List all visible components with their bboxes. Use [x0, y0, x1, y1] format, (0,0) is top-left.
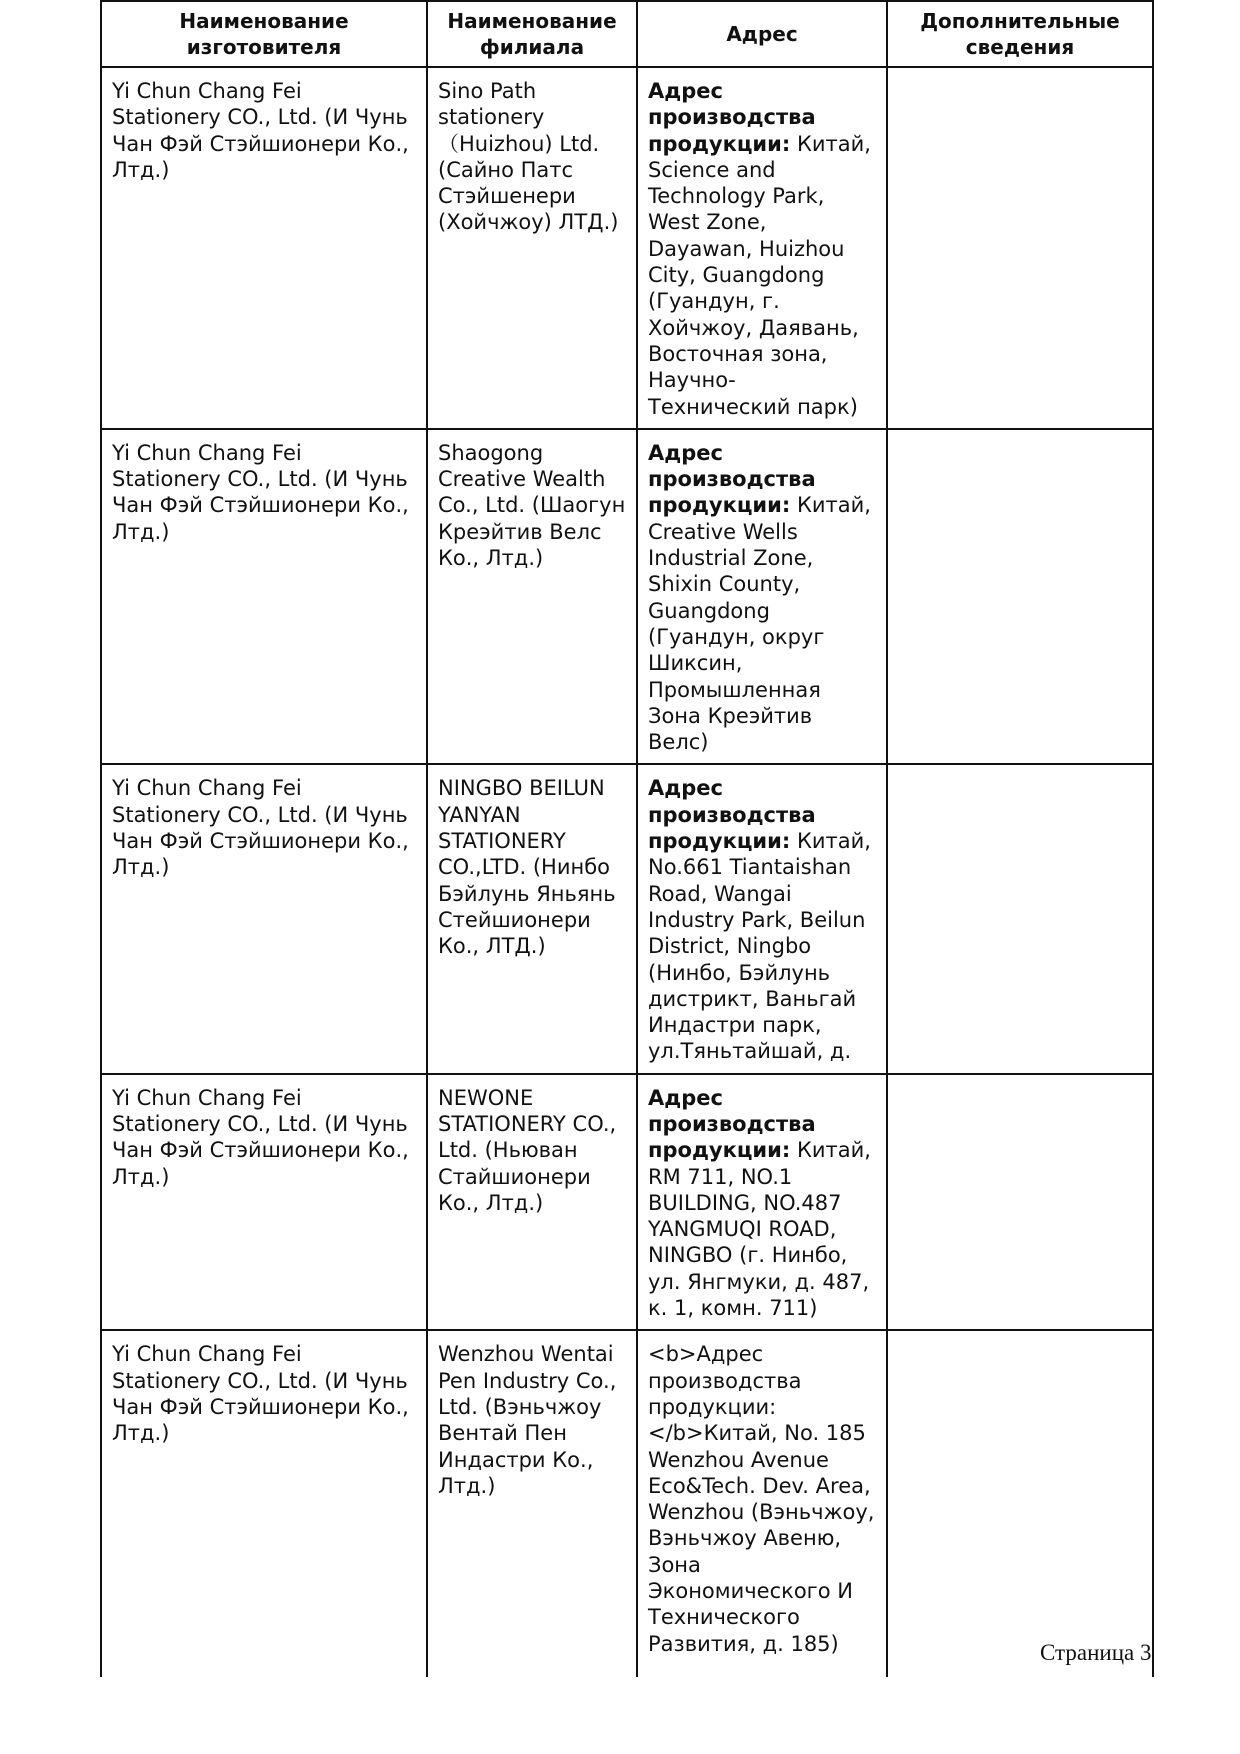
table-row — [101, 764, 1153, 1073]
address-label: Адрес производства продукции: — [648, 79, 816, 156]
address-text: <b>Адрес производства продукции: </b>Китай, No. 185 Wenzhou Avenue Eco&Tech. Dev. Area, Wenzhou (Вэньчжоу, Вэньчжоу Авеню, Зона Экономического И Технического Развития, д. 185) — [648, 1342, 875, 1656]
extra-cell — [887, 429, 1153, 765]
manufacturer-cell: Yi Chun Chang Fei Stationery CO., Ltd. (И Чунь Чан Фэй Стэйшионери Ко., Лтд.) — [101, 764, 427, 1073]
branch-cell: Shaogong Creative Wealth Co., Ltd. (Шаогун Креэйтив Велс Ко., Лтд.) — [427, 429, 637, 765]
extra-cell — [887, 1074, 1153, 1331]
manufacturer-cell: Yi Chun Chang Fei Stationery CO., Ltd. (И Чунь Чан Фэй Стэйшионери Ко., Лтд.) — [101, 429, 427, 765]
address-text: Китай, No.661 Tiantaishan Road, Wangai Industry Park, Beilun District, Ningbo (Нинбо, Бэйлунь дистрикт, Ваньгай Индастри парк, ул.Тяньтайшай, д. — [648, 829, 871, 1064]
address-text: Китай, Creative Wells Industrial Zone, Shixin County, Guangdong (Гуандун, округ Шиксин, Промышленная Зона Креэйтив Велс) — [648, 493, 871, 755]
table-row — [101, 1330, 1153, 1677]
extra-cell — [887, 67, 1153, 429]
header-branch: Наименование филиала — [427, 1, 637, 67]
address-cell — [637, 1074, 887, 1331]
extra-cell — [887, 764, 1153, 1073]
address-text: Китай, Science and Technology Park, West Zone, Dayawan, Huizhou City, Guangdong (Гуандун, г. Хойчжоу, Даявань, Восточная зона, Научно-Технический парк) — [648, 131, 871, 419]
manufacturer-cell: Yi Chun Chang Fei Stationery CO., Ltd. (И Чунь Чан Фэй Стэйшионери Ко., Лтд.) — [101, 1330, 427, 1677]
manufacturer-cell: Yi Chun Chang Fei Stationery CO., Ltd. (И Чунь Чан Фэй Стэйшионери Ко., Лтд.) — [101, 67, 427, 429]
manufacturer-cell: Yi Chun Chang Fei Stationery CO., Ltd. (И Чунь Чан Фэй Стэйшионери Ко., Лтд.) — [101, 1074, 427, 1331]
branch-cell: NINGBO BEILUN YANYAN STATIONERY CO.,LTD. (Нинбо Бэйлунь Яньянь Стейшионери Ко., ЛТД.) — [427, 764, 637, 1073]
table-header-row — [101, 1, 1153, 67]
manufacturers-table — [100, 0, 1154, 1677]
header-address: Адрес — [637, 1, 887, 67]
address-label: Адрес производства продукции: — [648, 1085, 816, 1163]
address-text: Китай, RM 711, NO.1 BUILDING, NO.487 YANGMUQI ROAD, NINGBO (г. Нинбо, ул. Янгмуки, д. 487, к. 1, комн. 711) — [648, 1138, 871, 1321]
table-row — [101, 1074, 1153, 1331]
branch-cell: NEWONE STATIONERY CO., Ltd. (Ньюван Стайшионери Ко., Лтд.) — [427, 1074, 637, 1331]
address-cell — [637, 764, 887, 1073]
header-manufacturer: Наименование изготовителя — [101, 1, 427, 67]
header-extra: Дополнительные сведения — [887, 1, 1153, 67]
page-number: Страница 3 — [1040, 1640, 1152, 1665]
address-cell — [637, 67, 887, 429]
address-cell — [637, 429, 887, 765]
address-label: Адрес производства продукции: — [648, 776, 816, 854]
address-label: Адрес производства продукции: — [648, 440, 816, 518]
branch-cell: Sino Path stationery（Huizhou) Ltd. (Сайно Патс Стэйшенери (Хойчжоу) ЛТД.) — [427, 67, 637, 429]
table-row — [101, 429, 1153, 765]
extra-cell — [887, 1330, 1153, 1677]
branch-cell: Wenzhou Wentai Pen Industry Co., Ltd. (Вэньчжоу Вентай Пен Индастри Ко., Лтд.) — [427, 1330, 637, 1677]
table-row — [101, 67, 1153, 429]
address-cell — [637, 1330, 887, 1677]
